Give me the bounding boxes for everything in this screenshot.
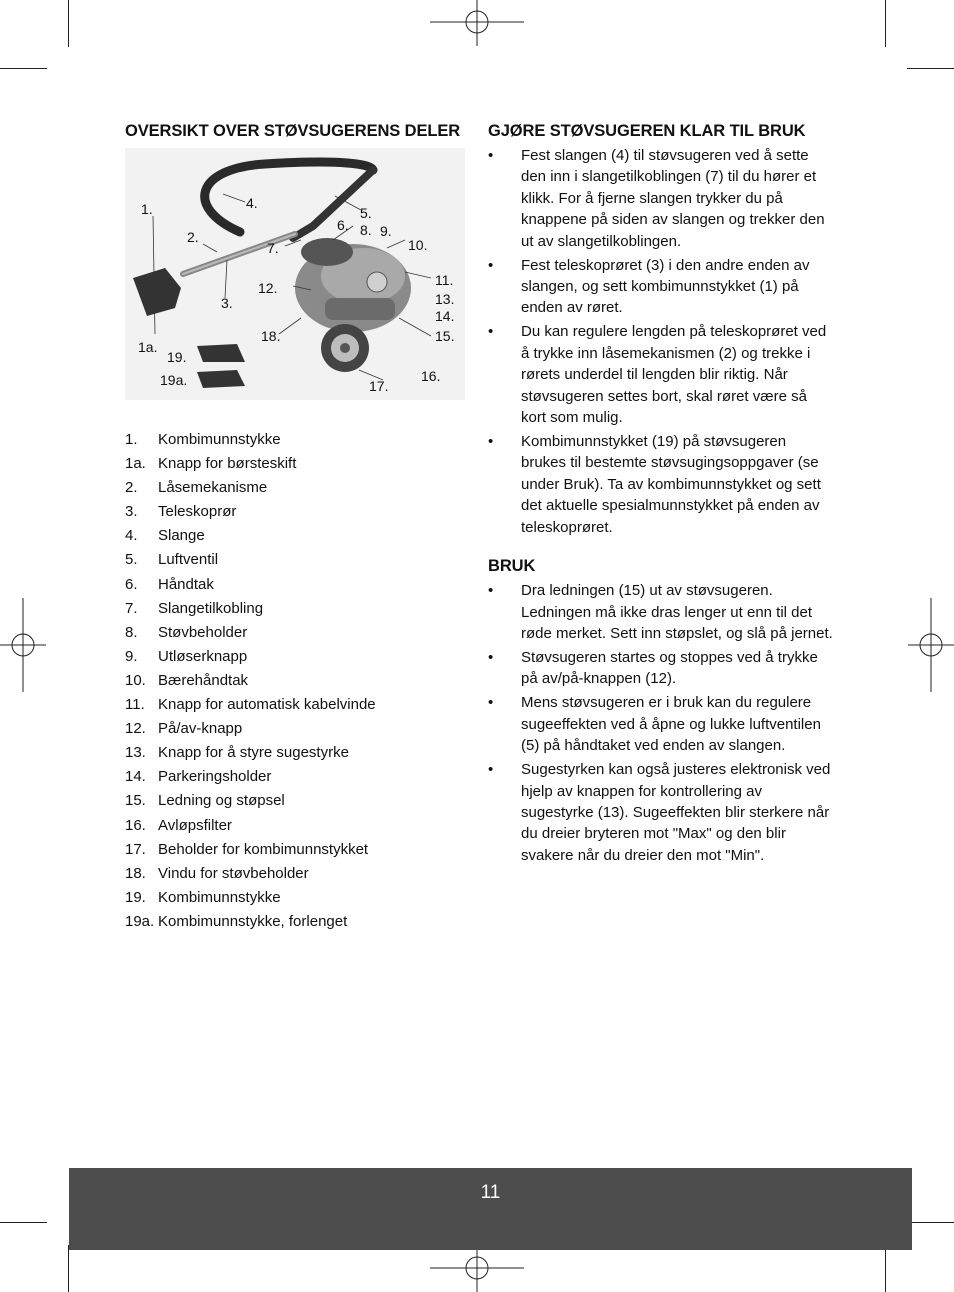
registration-mark [430,1244,524,1292]
list-item [488,321,833,428]
item-number: 6. [125,575,138,593]
preparation-heading: GJØRE STØVSUGEREN KLAR TIL BRUK [488,122,806,140]
crop-mark [68,0,69,47]
bullet: • [488,256,494,274]
item-text: Ledning og støpsel [158,792,285,810]
registration-mark [0,598,48,692]
item-text: Støvbeholder [158,623,248,641]
item-text: Knapp for automatisk kabelvinde [158,696,376,714]
item-text: Slange [158,527,205,545]
list-item [125,452,465,476]
item-text: Sugestyrken kan også justeres elektronisk ved hjelp av knappen for kontrollering av sugestyrke (13). Sugeeffekten blir sterkere når du dreier bryteren mot "Max" og den blir svakere når du dreier den mot "Min". [521,761,831,864]
item-text: Knapp for børsteskift [158,455,297,473]
registration-mark [906,598,954,692]
footer-bar [69,1168,912,1250]
list-item [488,647,833,690]
item-number: 7. [125,599,138,617]
figure-label: 10. [408,237,428,253]
list-item [125,741,465,765]
figure-label: 19a. [160,372,188,388]
item-text: Teleskoprør [158,503,237,521]
item-text: Du kan regulere lengden på teleskoprøret ved å trykke inn låsemekanismen (2) og trekke i rørets underdel til lengden blir riktig. Når støvsugeren settes bort, skal røret være så kort som mulig. [521,323,827,427]
list-item [125,862,465,886]
item-text: På/av-knapp [158,720,243,738]
crop-mark [885,0,886,47]
crop-mark [0,68,47,69]
bullet: • [488,433,494,451]
figure-label: 2. [187,229,199,245]
item-text: Vindu for støvbeholder [158,864,309,882]
item-number: 11. [125,696,145,714]
item-number: 1. [125,431,138,448]
list-item [125,500,465,524]
figure-label: 9. [380,223,392,239]
figure-label: 4. [246,195,258,211]
vacuum-cleaner-figure [125,148,465,400]
item-text: Avløpsfilter [158,816,232,834]
list-item [488,255,833,319]
item-text: Låsemekanisme [158,479,268,497]
item-number: 17. [125,840,146,858]
crop-mark [68,1245,69,1292]
parts-overview-heading: OVERSIKT OVER STØVSUGERENS DELER [125,122,461,140]
item-number: 19. [125,888,146,906]
item-text: Kombimunnstykke, forlenget [158,912,348,930]
list-item [125,717,465,741]
list-item [125,524,465,548]
item-text: Bærehåndtak [158,671,249,689]
usage-heading: BRUK [488,557,536,576]
list-item [488,580,833,644]
item-text: Håndtak [158,575,214,593]
figure-label: 6. [337,217,349,233]
list-item [125,693,465,717]
item-number: 10. [125,671,146,689]
item-text: Kombimunnstykket (19) på støvsugeren brukes til bestemte støvsugingsoppgaver (se under Bruk). Ta av kombimunnstykket og sett det aktuelle spesialmunnstykket på enden av teleskoprøret. [521,433,821,536]
item-text: Utløserknapp [158,647,248,665]
item-number: 8. [125,623,138,641]
list-item [125,838,465,862]
list-item [125,476,465,500]
item-number: 1a. [125,455,146,473]
item-text: Støvsugeren startes og stoppes ved å trykke på av/på-knappen (12). [521,648,818,688]
list-item [125,814,465,838]
list-item [488,431,833,538]
item-text: Beholder for kombimunnstykket [158,840,369,858]
figure-label: 7. [267,240,279,256]
registration-mark [430,0,524,48]
figure-label: 18. [261,328,281,344]
list-item [125,645,465,669]
list-item [125,765,465,789]
figure-label: 16. [421,368,441,384]
figure-label: 5. [360,205,372,221]
list-item [488,759,833,866]
figure-label: 8. [360,222,372,238]
item-number: 14. [125,768,146,786]
list-item [125,621,465,645]
item-text: Knapp for å styre sugestyrke [158,744,349,762]
item-text: Fest slangen (4) til støvsugeren ved å sette den inn i slangetilkoblingen (7) til du hører et klikk. For å fjerne slangen trykker du på knappene på siden av slangen og trekker den ut av slangetilkoblingen. [521,147,825,250]
item-text: Kombimunnstykke [158,888,281,906]
list-item [125,910,465,934]
item-text: Fest teleskoprøret (3) i den andre enden av slangen, og sett kombimunnstykket (1) på enden av røret. [521,256,810,317]
item-text: Slangetilkobling [158,599,264,617]
figure-label: 15. [435,328,455,344]
item-text: Dra ledningen (15) ut av støvsugeren. Ledningen må ikke dras lenger ut enn til det røde merket. Sett inn støpslet, og slå på jernet. [521,582,833,642]
crop-mark [0,1222,47,1223]
bullet: • [488,694,494,712]
item-number: 9. [125,647,138,665]
figure-label: 1. [141,201,153,217]
preparation-list [488,145,833,538]
item-number: 16. [125,816,146,834]
item-number: 15. [125,792,146,810]
list-item [125,597,465,621]
item-number: 18. [125,864,146,882]
left-column [125,120,465,934]
item-number: 3. [125,503,138,521]
parts-list [125,428,465,934]
item-number: 12. [125,720,146,738]
page-number: 11 [480,1182,501,1203]
item-number: 5. [125,551,138,569]
list-item [488,692,833,756]
item-number: 2. [125,479,138,497]
list-item [125,886,465,910]
bullet: • [488,323,494,341]
list-item [125,573,465,597]
item-number: 19a. [125,912,155,930]
figure-label: 12. [258,280,278,296]
item-text: Luftventil [158,551,219,569]
crop-mark [907,1222,954,1223]
item-text: Kombimunnstykke [158,431,281,448]
item-text: Mens støvsugeren er i bruk kan du regulere sugeeffekten ved å åpne og lukke luftventilen (5) på håndtaket ved enden av slangen. [521,694,821,755]
list-item [125,669,465,693]
list-item [125,548,465,572]
figure-label: 3. [221,295,233,311]
figure-label: 13. [435,291,455,307]
figure-label: 11. [435,272,454,288]
figure-label: 1a. [138,339,158,355]
bullet: • [488,147,494,164]
item-text: Parkeringsholder [158,768,272,786]
item-number: 13. [125,744,146,762]
list-item [125,789,465,813]
figure-label: 14. [435,308,455,324]
usage-list [488,580,833,866]
bullet: • [488,648,494,666]
right-column [488,120,833,869]
figure-label: 17. [369,378,389,394]
crop-mark [885,1245,886,1292]
crop-mark [907,68,954,69]
item-number: 4. [125,527,138,545]
list-item [125,428,465,452]
list-item [488,145,833,252]
bullet: • [488,761,494,779]
bullet: • [488,582,494,600]
figure-label: 19. [167,349,187,365]
